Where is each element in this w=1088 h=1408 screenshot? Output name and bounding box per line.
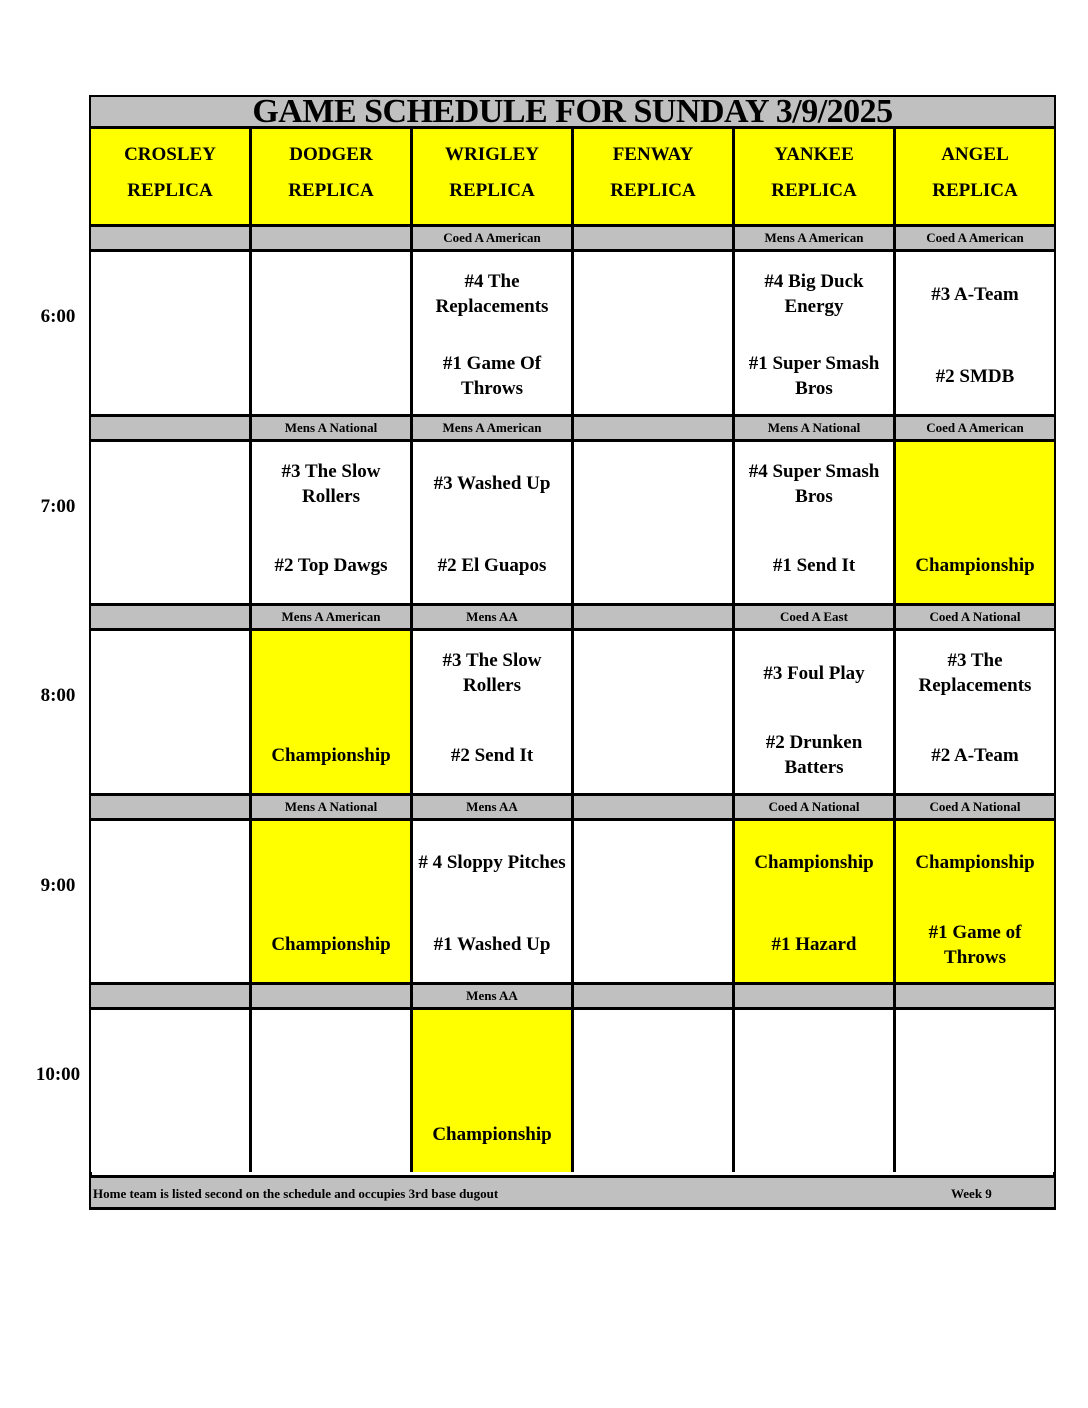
away-team: [252, 1020, 410, 1084]
game-cell: [574, 252, 735, 417]
away-team: [91, 641, 249, 705]
time-label: 7:00: [40, 495, 76, 517]
venue-subtitle: REPLICA: [449, 180, 535, 201]
division-label: Coed A National: [735, 796, 896, 821]
game-cell: [413, 252, 574, 417]
away-team: #4 The Replacements: [435, 271, 549, 317]
division-label: [574, 606, 735, 631]
game-cell: [252, 1010, 413, 1172]
home-team: #2 A-Team: [931, 744, 1019, 766]
home-team: [91, 344, 249, 408]
away-team: [574, 1020, 732, 1084]
division-label: Coed A American: [896, 417, 1054, 442]
home-team: #2 SMDB: [935, 365, 1015, 387]
away-team: [574, 831, 732, 895]
away-team: #3 A-Team: [931, 283, 1019, 305]
home-team: Championship: [271, 744, 391, 766]
home-team: Championship: [915, 555, 1035, 576]
away-team: [413, 1020, 571, 1084]
away-team: [91, 831, 249, 895]
venue-subtitle: REPLICA: [771, 180, 857, 201]
game-cell: [735, 442, 896, 607]
home-team: [91, 534, 249, 598]
venue-header-dodger: [252, 129, 413, 227]
division-label: [735, 985, 896, 1010]
game-cell: [896, 821, 1054, 986]
venue-header-crosley: [91, 129, 252, 227]
venue-header-fenway: [574, 129, 735, 227]
division-label: Coed A American: [896, 227, 1054, 252]
away-team: [252, 831, 410, 895]
game-cell: [735, 631, 896, 796]
division-label: Mens AA: [413, 606, 574, 631]
away-team: [252, 641, 410, 705]
division-label: Coed A American: [413, 227, 574, 252]
game-cell: [896, 631, 1054, 796]
division-label: [91, 227, 252, 252]
home-team: Championship: [271, 934, 391, 955]
home-team: [574, 534, 732, 598]
division-label: [91, 606, 252, 631]
division-label: Mens A American: [735, 227, 896, 252]
game-cell: [252, 631, 413, 796]
division-label: [896, 985, 1054, 1010]
venue-subtitle: REPLICA: [288, 180, 374, 201]
home-team: #2 Top Dawgs: [274, 555, 388, 576]
home-team: #1 Game of Throws: [928, 921, 1022, 968]
division-label: Coed A National: [896, 606, 1054, 631]
home-team: [91, 913, 249, 977]
game-cell: [252, 442, 413, 607]
game-cell: [735, 252, 896, 417]
home-team: [574, 344, 732, 408]
home-team: #1 Game Of Throws: [442, 353, 542, 399]
away-team: [91, 262, 249, 326]
away-team: [574, 262, 732, 326]
home-team: #2 El Guapos: [437, 555, 547, 576]
home-team: [252, 344, 410, 408]
away-team: #3 The Slow Rollers: [442, 650, 542, 696]
home-team-note: Home team is listed second on the schedule and occupies 3rd base dugout: [93, 1186, 499, 1201]
away-team: #4 Super Smash Bros: [748, 460, 880, 507]
game-cell: [91, 821, 252, 986]
away-team: #3 The Slow Rollers: [281, 460, 381, 507]
time-label: 10:00: [35, 1064, 81, 1085]
venue-subtitle: REPLICA: [127, 180, 213, 201]
away-team: #3 The Replacements: [918, 650, 1032, 696]
venue-header-wrigley: [413, 129, 574, 227]
game-cell: [91, 252, 252, 417]
home-team: #1 Super Smash Bros: [748, 353, 880, 399]
game-cell: [896, 1010, 1054, 1172]
game-cell: [896, 252, 1054, 417]
game-cell: [735, 821, 896, 986]
game-cell: [413, 821, 574, 986]
division-label: [252, 227, 413, 252]
game-cell: [574, 442, 735, 607]
time-label: 6:00: [40, 306, 76, 327]
away-team: [252, 262, 410, 326]
home-team: #1 Washed Up: [433, 934, 551, 955]
schedule-title: GAME SCHEDULE FOR SUNDAY 3/9/2025: [91, 97, 1054, 129]
home-team: Championship: [432, 1123, 552, 1145]
schedule-footer: [91, 1175, 1054, 1207]
division-label: [252, 985, 413, 1010]
home-team: #2 Drunken Batters: [765, 732, 863, 778]
home-team: [574, 723, 732, 787]
game-cell: [574, 631, 735, 796]
division-label: Coed A East: [735, 606, 896, 631]
venue-name: WRIGLEY: [445, 144, 539, 165]
division-label: [574, 985, 735, 1010]
game-cell: [735, 1010, 896, 1172]
game-cell: [574, 821, 735, 986]
away-team: #4 Big Duck Energy: [764, 271, 864, 317]
home-team: [91, 723, 249, 787]
venue-subtitle: REPLICA: [932, 180, 1018, 201]
division-label: [91, 417, 252, 442]
venue-name: YANKEE: [774, 144, 854, 165]
venue-name: DODGER: [289, 144, 373, 165]
game-cell: [413, 631, 574, 796]
division-label: Mens A National: [252, 417, 413, 442]
home-team: [252, 1102, 410, 1166]
away-team: [896, 1020, 1054, 1084]
away-team: # 4 Sloppy Pitches: [418, 852, 566, 873]
home-team: #1 Send It: [772, 555, 856, 576]
away-team: [896, 452, 1054, 516]
week-label: Week 9: [951, 1186, 992, 1201]
division-label: Mens AA: [413, 985, 574, 1010]
away-team: [574, 452, 732, 516]
away-team: #3 Foul Play: [763, 662, 865, 684]
away-team: Championship: [915, 852, 1035, 873]
game-cell: [413, 1010, 574, 1172]
venue-name: CROSLEY: [124, 144, 216, 165]
home-team: [91, 1102, 249, 1166]
away-team: [91, 1020, 249, 1084]
time-label: 9:00: [40, 874, 76, 896]
home-team: #2 Send It: [450, 744, 534, 766]
division-label: [91, 985, 252, 1010]
game-cell: [252, 821, 413, 986]
venue-header-angel: [896, 129, 1054, 227]
division-label: [574, 227, 735, 252]
division-label: Mens A American: [252, 606, 413, 631]
venue-header-yankee: [735, 129, 896, 227]
division-label: Mens AA: [413, 796, 574, 821]
home-team: [574, 1102, 732, 1166]
division-label: Mens A National: [252, 796, 413, 821]
game-cell: [91, 1010, 252, 1172]
away-team: #3 Washed Up: [433, 473, 551, 494]
division-label: Mens A American: [413, 417, 574, 442]
division-label: [574, 417, 735, 442]
game-cell: [574, 1010, 735, 1172]
venue-subtitle: REPLICA: [610, 180, 696, 201]
game-cell: [91, 442, 252, 607]
home-team: [896, 1102, 1054, 1166]
away-team: [735, 1020, 893, 1084]
game-cell: [91, 631, 252, 796]
game-cell: [896, 442, 1054, 607]
game-cell: [413, 442, 574, 607]
division-label: [574, 796, 735, 821]
time-label: 8:00: [40, 685, 76, 706]
game-cell: [252, 252, 413, 417]
home-team: #1 Hazard: [771, 934, 857, 955]
venue-name: ANGEL: [941, 144, 1009, 165]
division-label: Mens A National: [735, 417, 896, 442]
division-label: [91, 796, 252, 821]
division-label: Coed A National: [896, 796, 1054, 821]
home-team: [735, 1102, 893, 1166]
away-team: [91, 452, 249, 516]
home-team: [574, 913, 732, 977]
away-team: Championship: [754, 852, 874, 873]
venue-name: FENWAY: [612, 144, 694, 165]
away-team: [574, 641, 732, 705]
